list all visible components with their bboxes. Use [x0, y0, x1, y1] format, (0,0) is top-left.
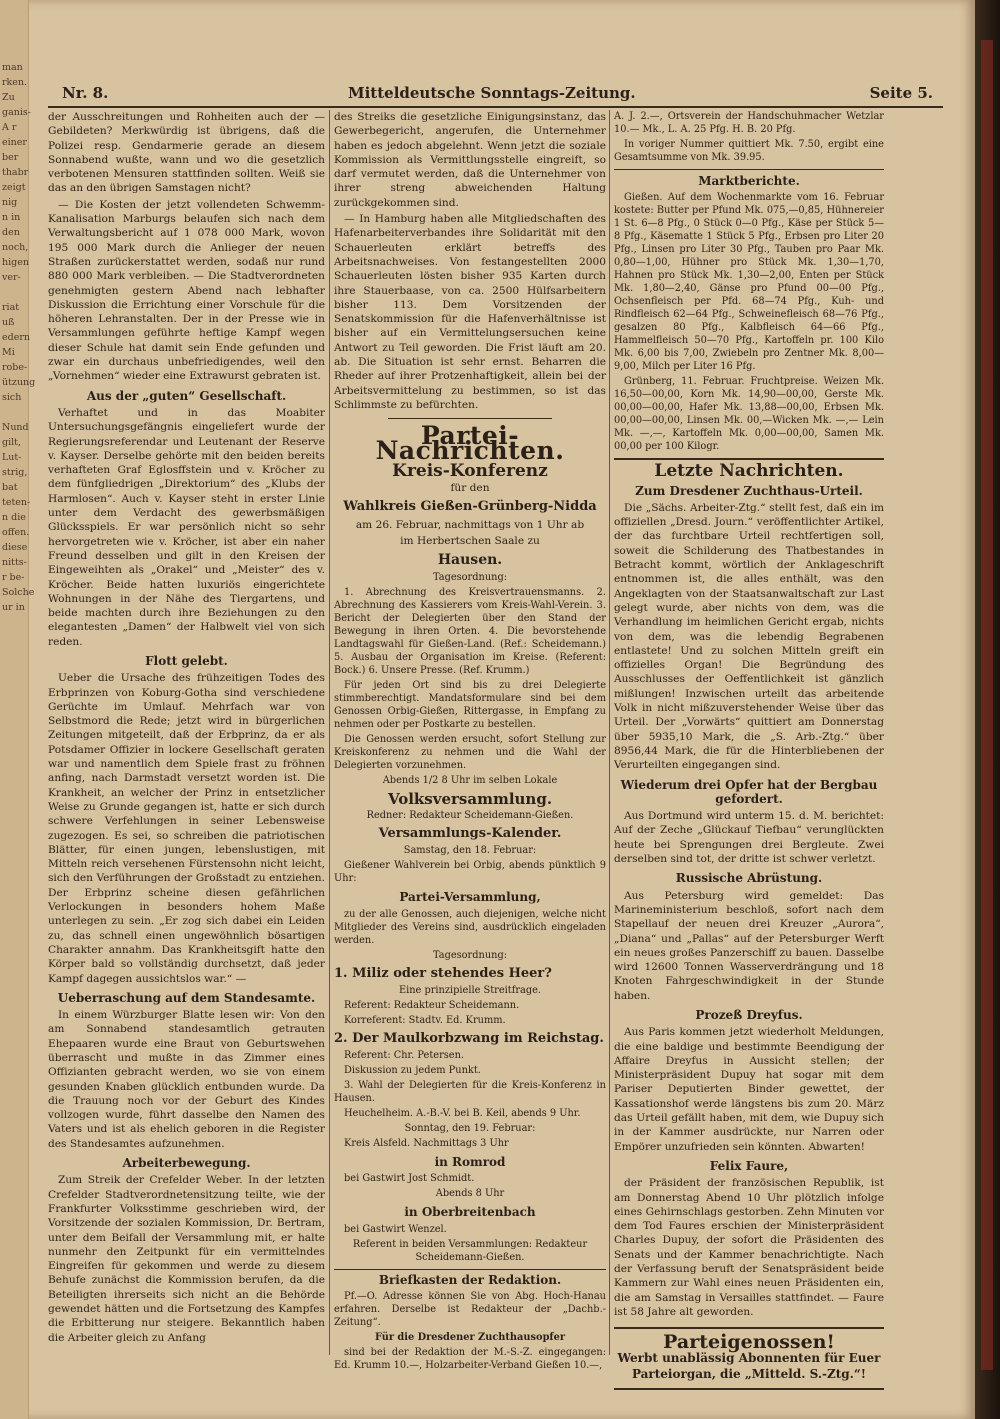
calendar-entry: Kreis Alsfeld. Nachmittags 3 Uhr — [344, 1138, 509, 1150]
article-heading: Aus der „guten“ Gesellschaft. — [86, 388, 287, 403]
article-text: In einem Würzburger Blatte lesen wir: Von den am Sonnabend standesamtlich getrauten Ehepaaren wurde eine Braut von Geburtswehen überrascht und mußte in das Zimmer eines Offizianten gebracht werden, wo sie von einem gesunden Knaben glücklich entbunden wurde. Da die Trauung noch vor der Geburt des Kindes vollzogen wurde, führt dasselbe den Namen des Vaters und ist als ehelich geboren in die Register des Standesamtes aufzunehmen. — [48, 1009, 325, 1150]
article-heading: Ueberraschung auf dem Standesamte. — [57, 990, 316, 1005]
article-heading: Russische Abrüstung. — [675, 871, 823, 886]
article-text: Zum Streik der Crefelder Weber. In der letzten Crefelder Stadtverordnetensitzung teilte, wie der Frankfurter Volksstimme geschrieben wird, der Vorsitzende der sozialen Kommission, Dr. Bertram, unter dem Beifall der Versammlung mit, er halte nunmehr den Zeitpunkt für ein vermittelndes Eingreifen für gekommen und werde zu diesem Behufe zunächst die Kommission berufen, da die Beteiligten ihrerseits sich nicht an die Behörde gewendet hätten und die Fortsetzung des Kampfes die Erbitterung nur steigere. Bekanntlich haben die Arbeiter gleich zu Anfang — [48, 1174, 325, 1344]
column-rule — [329, 110, 330, 1355]
agenda-item: 2. Der Maulkorbzwang im Reichstag. — [334, 1030, 604, 1046]
article-heading: Flott gelebt. — [145, 653, 228, 668]
article-text: Die Genossen werden ersucht, sofort Stellung zur Kreiskonferenz zu nehmen und die Wahl der Delegierten vorzunehmen. — [334, 733, 606, 771]
column-rule — [609, 110, 610, 1355]
section-heading: Marktberichte. — [614, 169, 884, 188]
agenda-speaker: Korreferent: Stadtv. Ed. Krumm. — [344, 1014, 506, 1026]
agenda-text: Diskussion zu jedem Punkt. — [344, 1065, 481, 1077]
calendar-date: Sonntag, den 19. Februar: — [404, 1123, 536, 1135]
binding-edge — [975, 0, 1000, 1419]
calendar-entry: Referent in beiden Versammlungen: Redakteur Scheidemann-Gießen. — [352, 1238, 588, 1263]
event-time: Abends 1/2 8 Uhr im selben Lokale — [382, 774, 558, 786]
section-heading: Briefkasten der Redaktion. — [334, 1269, 606, 1287]
agenda-speaker: Referent: Chr. Petersen. — [344, 1050, 464, 1062]
article-text: — In Hamburg haben alle Mitgliedschaften des Hafenarbeiterverbandes ihre Solidarität mit den Schauerleuten erklärt betreffs des Arbeitsnachweises. Von festangestellten 2000 Schauerleuten lösten bisher 935 Karten durch ihre Stauerbaase, von ca. 2500 Hülfsarbeitern bisher 113. Dem Vorsitzenden der Senatskommission für die Hafenverhältnisse ist bisher auf ein Vermittelungsersuchen keine Antwort zu Teil geworden. Die Frist läuft am 20. ab. Die Situation ist sehr ernst. Beharren die Rheder auf ihrer Protzenhaftigkeit, allein bei der Arbeitsvermittelung zu bestimmen, so ist das Schlimmste zu befürchten. — [334, 213, 606, 411]
article-text: der Ausschreitungen und Rohheiten auch der — Gebildeten? Merkwürdig ist übrigens, daß die Polizei resp. Gendarmerie gerade an diesem Sonnabend wußte, wann und wo die gesetzlich verbotenen Mensuren stattfinden sollten. Weiß sie das an den übrigen Samstagen nicht? — [48, 111, 325, 195]
article-heading: Wiederum drei Opfer hat der Bergbau gefordert. — [620, 777, 878, 806]
column-1 — [48, 110, 325, 1350]
agenda-text: 1. Abrechnung des Kreisvertrauensmanns. 2. Abrechnung des Kassierers vom Kreis-Wahl-Verein. 3. Bericht der Delegierten über den Stand der Bewegung in ihren Orten. 4. Die bevorstehende Landtagswahl für Gießen-Land. (Ref.: Scheidemann.) 5. Ausbau der Organisation im Kreise. (Referent: Bock.) 6. Unsere Presse. (Ref. Krumm.) — [334, 586, 606, 676]
article-text: Aus Petersburg wird gemeldet: Das Marineministerium beschloß, sofort nach dem Stapellauf der neuen drei Kreuzer „Aurora“, „Diana“ und „Pallas“ auf der Petersburger Werft ein neues großes Panzerschiff zu bauen. Dasselbe wird 12600 Tonnen Wasserverdrängung und 18 Knoten Fahrgeschwindigkeit in der Stunde haben. — [614, 889, 884, 1002]
calendar-entry: bei Gastwirt Wenzel. — [344, 1223, 447, 1235]
event-speaker: Redner: Redakteur Scheidemann-Gießen. — [366, 809, 574, 821]
section-heading: Arbeiterbewegung. — [122, 1156, 251, 1171]
agenda-title: Tagesordnung: — [432, 571, 508, 583]
event-title: Volksversammlung. — [387, 789, 553, 808]
agenda-speaker: Referent: Redakteur Scheidemann. — [344, 999, 520, 1011]
section-heading: Partei-Nachrichten. — [375, 421, 565, 465]
column-2 — [334, 110, 606, 1371]
appeal-text: Werbt unablässig Abonnenten für Euer Parteiorgan, die „Mitteld. S.-Ztg.“! — [617, 1350, 881, 1381]
article-text: In voriger Nummer quittiert Mk. 7.50, ergibt eine Gesamtsumme von Mk. 39.95. — [614, 139, 884, 163]
event-place: Hausen. — [437, 552, 503, 569]
article-text: Für jeden Ort sind bis zu drei Delegierte stimmberechtigt. Mandatsformulare sind bei dem Genossen Orbig-Gießen, Rittergasse, in Empfang zu nehmen oder per Postkarte zu bestellen. — [334, 679, 606, 730]
issue-number: Nr. 8. — [62, 84, 109, 102]
agenda-item: 1. Miliz oder stehendes Heer? — [334, 965, 552, 981]
letter-heading: Für die Dresdener Zuchthausopfer — [374, 1331, 566, 1343]
article-text: Verhaftet und in das Moabiter Untersuchungsgefängnis eingeliefert wurde der Regierungsreferendar und Leutenant der Reserve v. Kayser. Derselbe gehörte mit den beiden bereits verhafteten Graf Eglosffstein und v. Kröcher zu dem fünfgliedrigen „Direktorium“ des „Klubs der Harmlosen“. Auch v. Kayser steht in erster Linie unter dem Verdacht des gewerbsmäßigen Glücksspiels. Er war persönlich nicht so sehr hervorgetreten wie v. Kröcher, ist aber ein naher Freund desselben und gilt in den Kreisen der Eingeweihten als „Orakel“ und „Meister“ des v. Kröcher. Beide hatten luxuriös eingerichtete Wohnungen in der Nähe des Tiergartens, und beide machten durch ihre Beziehungen zu den elegantesten „Damen“ der Halbwelt viel von sich reden. — [48, 406, 325, 648]
article-text: Aus Paris kommen jetzt wiederholt Meldungen, die eine baldige und bestimmte Beendigung der Affaire Dreyfus in Aussicht stellen; der Ministerpräsident Dupuy hat sogar mit dem Pariser Deputierten Binder gewettet, der Kassationshof werde längstens bis zum 20. März das Urteil gefällt haben, mit dem, wie Dupuy sich in der Kammer ausdrückte, nur Narren oder Empörer unzufrieden sein könnten. Abwarten! — [614, 1026, 884, 1153]
market-report: Gießen. Auf dem Wochenmarkte vom 16. Februar kostete: Butter per Pfund Mk. 075,—0,85, Hühnereier 1 St. 6—8 Pfg., 0 Stück 0—0 Pfg., Käse per Stück 5—8 Pfg., Käsematte 1 Stück 5 Pfg., Erbsen pro Liter 20 Pfg., Linsen pro Liter 30 Pfg., Tauben pro Paar Mk. 0,80—1,00, Hühner pro Stück Mk. 1,30—1,70, Hahnen pro Stück Mk. 1,30—2,00, Enten per Stück Mk. 1,80—2,40, Gänse pro Pfund 00—00 Pfg., Ochsenfleisch per Pfd. 68—74 Pfg., Kuh- und Rindfleisch 62—64 Pfg., Schweinefleisch 68—76 Pfg., gesalzen 80 Pfg., Kalbfleisch 64—66 Pfg., Hammelfleisch 50—70 Pfg., Kartoffeln pr. 100 Kilo Mk. 6,00 bis 7,00, Zwiebeln pro Zentner Mk. 8,00—9,00, Milch per Liter 16 Pfg. — [614, 192, 884, 373]
calendar-entry: Gießener Wahlverein bei Orbig, abends pünktlich 9 Uhr: — [334, 860, 606, 885]
letter-entry: Pf.—O. Adresse können Sie von Abg. Hoch-Hanau erfahren. Derselbe ist Redakteur der „Dachb.-Zeitung“. — [334, 1290, 606, 1328]
event-place: in Oberbreitenbach — [404, 1205, 536, 1220]
agenda-item: 3. Wahl der Delegierten für die Kreis-Konferenz in Hausen. — [334, 1080, 606, 1105]
calendar-entry: Heuchelheim. A.-B.-V. bei B. Keil, abends 9 Uhr. — [344, 1108, 581, 1120]
page-number: Seite 5. — [869, 84, 933, 102]
masthead — [48, 82, 943, 108]
calendar-entry: zu der alle Genossen, auch diejenigen, welche nicht Mitglieder des Vereins sind, ausdrücklich eingeladen werden. — [334, 908, 606, 946]
adjacent-page-margin: man rken. Zu ganis- A r einer ber thabr zeigt nig n in den noch, higen ver- riat uß edern Mi robe- ützung sich Nund gilt, Lut- strig, bat teten- n die offen. diese nitts- r be- Solche ur in — [0, 0, 29, 1419]
column-3 — [614, 110, 884, 1381]
event-date: am 26. Februar, nachmittags von 1 Uhr ab — [355, 518, 585, 531]
calendar-heading: Versammlungs-Kalender. — [378, 825, 562, 841]
article-text: Die „Sächs. Arbeiter-Ztg.“ stellt fest, daß ein im offiziellen „Dresd. Journ.“ veröffentlichter Artikel, der das furchtbare Urteil rechtfertigen soll, soweit die Schilderung des Thatbestandes in Betracht kommt, wörtlich der Anklageschrift entnommen ist, die alles enthält, was den Angeklagten von der Staatsanwaltschaft zur Last gelegt wurde, aber nichts von dem, was die Verhandlung im heimlichen Gericht ergab, nichts von dem, was die lebendig Begrabenen entlastete! Und zu solchen Mitteln greift ein offizielles Organ! Die Begründung des Ausschlusses der Oeffentlichkeit ist gänzlich mißlungen! Inzwischen urteilt das arbeitende Volk in nicht mißzuverstehender Weise über das Urteil. Der „Vorwärts“ quittiert am Donnerstag über 5935,10 Mark, die „S. Arb.-Ztg.“ über 8956,44 Mark, die für die Hinterbliebenen der Verurteilten eingegangen sind. — [614, 501, 884, 772]
calendar-entry: bei Gastwirt Jost Schmidt. — [344, 1173, 475, 1185]
event-text: für den — [450, 482, 490, 495]
article-text: — Die Kosten der jetzt vollendeten Schwemm-Kanalisation Marburgs belaufen sich nach dem Verwaltungsbericht auf 1 078 000 Mark, wovon 195 000 Mark durch die Anlieger der neuen Straßen zurückerstattet werden, sodaß nur rund 880 000 Mark verbleiben. — Die Stadtverordneten genehmigten gestern Abend nach lebhafter Diskussion die Errichtung einer Vorschule für die höheren Lehranstalten. Der in der Presse wie in Versammlungen geführte heftige Kampf wegen dieser Schule hat damit sein Ende gefunden und zwar ein durchaus unbefriedigendes, weil den „Vornehmen“ wieder eine Extrawurst gebraten ist. — [48, 198, 325, 383]
newspaper-title: Mitteldeutsche Sonntags-Zeitung. — [348, 84, 636, 102]
event-place: in Romrod — [434, 1155, 506, 1170]
agenda-subtitle: Eine prinzipielle Streitfrage. — [398, 984, 542, 996]
appeal-box — [614, 1327, 884, 1389]
article-text: des Streiks die gesetzliche Einigungsinstanz, das Gewerbegericht, angerufen, die Unternehmer haben es jedoch abgelehnt. Wenn jetzt die soziale Kommission als Vermittlungsstelle eingreift, so darf vermutet werden, daß die Unternehmer von ihrer streng abweichenden Haltung zurückgekommen sind. — [334, 111, 606, 209]
ornament-rule — [388, 418, 551, 419]
event-time: Abends 8 Uhr — [435, 1188, 505, 1200]
event-venue: im Herbertschen Saale zu — [400, 535, 540, 548]
article-text: A. J. 2.—, Ortsverein der Handschuhmacher Wetzlar 10.— Mk., L. A. 25 Pfg. H. B. 20 Pfg. — [614, 111, 884, 135]
article-text: der Präsident der französischen Republik, ist am Donnerstag Abend 10 Uhr plötzlich infolge eines Gehirnschlags gestorben. Zehn Minuten vor dem Tod Faures erschien der Ministerpräsident Charles Dupuy, der sofort die Präsidenten des Senats und der Kammer benachrichtigte. Nach der Verfassung beruft der Senatspräsident beide Kammern zur Wahl eines neuen Präsidenten ein, die am Samstag in Versailles stattfindet. — Faure ist 58 Jahre alt geworden. — [614, 1177, 884, 1318]
article-heading: Zum Dresdener Zuchthaus-Urteil. — [635, 483, 863, 498]
letter-entry: sind bei der Redaktion der M.-S.-Z. eingegangen: Ed. Krumm 10.—, Holzarbeiter-Verband Gießen 10.—, — [334, 1346, 606, 1371]
event-title: Kreis-Konferenz — [392, 460, 548, 481]
article-text: Ueber die Ursache des frühzeitigen Todes des Erbprinzen von Koburg-Gotha sind verschiedene Gerüchte im Umlauf. Mehrfach war von Selbstmord die Rede; jetzt wird in bürgerlichen Zeitungen mitgeteilt, daß der Erbprinz, da er als Potsdamer Offizier in lockere Gesellschaft geraten war und namentlich dem Spiele frast zu fröhnen anfing, nach Darmstadt versetzt worden ist. Die Krankheit, an welcher der Prinz in entsetzlicher Weise zu Grunde gegangen ist, hatte er sich durch schwere Verfehlungen in seiner Lebensweise zugezogen. Es sei, so schreiben die patriotischen Blätter, für einen jungen, lebenslustigen, mit Mitteln reich versehenen Fürstensohn nicht leicht, sich den Verführungen der Großstadt zu entziehen. Der Erbprinz scheine diesen gefährlichen Verlockungen in besonders hohem Maße unterlegen zu sein. „Er zog sich dabei ein Leiden zu, das schnell einen ungewöhnlich bösartigen Charakter annahm. Das Krankheitsgift hatte den Körper bald so vollständig durchsetzt, daß jeder Kampf dagegen aussichtslos war.“ — — [48, 672, 325, 985]
binding-band — [981, 40, 993, 1370]
section-heading: Letzte Nachrichten. — [614, 458, 884, 478]
article-text: Aus Dortmund wird unterm 15. d. M. berichtet: Auf der Zeche „Glückauf Tiefbau“ verunglückten heute bei Sprengungen drei Bergleute. Zwei derselben sind tot, der dritte ist schwer verletzt. — [614, 810, 884, 866]
agenda-title: Tagesordnung: — [432, 949, 508, 961]
calendar-date: Samstag, den 18. Februar: — [403, 845, 537, 857]
article-heading: Prozeß Dreyfus. — [695, 1007, 803, 1022]
event-title: Partei-Versammlung, — [399, 890, 541, 905]
market-report: Grünberg, 11. Februar. Fruchtpreise. Weizen Mk. 16,50—00,00, Korn Mk. 14,90—00,00, Gerste Mk. 00,00—00,00, Hafer Mk. 13,88—00,00, Erbsen Mk. 00,00—00,00, Linsen Mk. 00,—Wicken Mk. —,— Lein Mk. —,—, Kartoffeln Mk. 0,00—00,00, Samen Mk. 00,00 per 100 Kilogr. — [614, 376, 884, 453]
article-heading: Felix Faure, — [709, 1158, 789, 1173]
event-district: Wahlkreis Gießen-Grünberg-Nidda — [343, 499, 597, 515]
appeal-title: Parteigenossen! — [663, 1331, 835, 1354]
